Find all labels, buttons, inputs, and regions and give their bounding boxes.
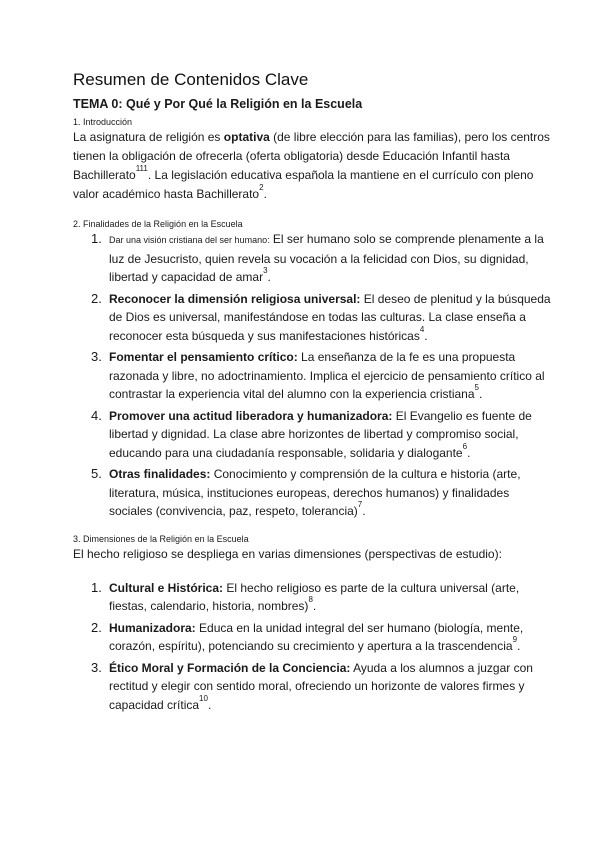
bold-term: optativa [223,130,270,144]
item-label: Reconocer la dimensión religiosa universal: [109,291,361,306]
footnote-ref: 3 [263,266,268,275]
item-text: La enseñanza de la fe es una propuesta razonada y libre, no adoctrinamiento. Implica el ejercicio de pensamiento crítico al contrastar la experiencia vital del alumno con la experiencia cristiana [109,350,545,401]
item-end: . [467,445,471,460]
item-end: . [478,387,483,401]
item-text: Conocimiento y comprensión de la cultura e historia (arte, literatura, música, instituciones europeas, derechos humanos) y finalidades sociales (convivencia, paz, respeto, tolerancia) [109,467,521,518]
item-label: Dar una visión cristiana del ser humano: [109,235,270,245]
item-end: . [207,697,212,712]
list-number: 2. [91,290,102,306]
section-heading: 3. Dimensiones de la Religión en la Escuela [73,533,249,544]
section-heading: 1. Introducción [73,117,133,127]
list-number: 1. [91,231,102,246]
section-finalidades [73,219,551,521]
list-item [73,230,551,287]
dimensiones-intro: El hecho religioso se despliega en varias dimensiones (perspectivas de estudio): [73,546,502,561]
finalidades-list [73,230,551,521]
tema-heading: TEMA 0: Qué y Por Qué la Religión en la Escuela [73,97,363,111]
item-text: El ser humano solo se comprende plenamente a la luz de Jesucristo, quien revela su vocación a la felicidad con Dios, su dignidad, libertad y capacidad de amar [109,232,544,284]
document-title: Resumen de Contenidos Clave [73,70,309,89]
item-end: . [424,328,428,343]
text-run: La asignatura de religión es [73,130,224,144]
item-text: El hecho religioso es parte de la cultura universal (arte, fiestas, calendario, historia, nombres) [109,580,520,613]
document-page [73,70,551,717]
item-end: . [362,504,366,518]
section-dimensiones [73,534,551,715]
item-text: Educa en la unidad integral del ser humano (biología, mente, corazón, espíritu), potenciando su crecimiento y apertura a la trascendencia [109,620,524,653]
list-number: 3. [91,349,102,364]
footnote-ref: 111 [135,164,148,173]
list-item [73,465,551,521]
item-label: Fomentar el pensamiento crítico: [109,350,298,364]
intro-paragraph [73,128,551,204]
item-text: Ayuda a los alumnos a juzgar con rectitud y elegir con sentido moral, ofreciendo un horizonte de valores firmes y capacidad crítica [109,660,533,712]
item-label: Otras finalidades: [109,467,211,481]
item-text: El Evangelio es fuente de libertad y dignidad. La clase abre horizontes de libertad y compromiso social, educando para una ciudadanía responsable, solidaria y dialogante [109,408,532,460]
dimensiones-list [73,579,551,715]
footnote-ref: 6 [462,441,468,451]
footnote-ref: 7 [357,500,363,509]
list-item [73,290,551,346]
item-label: Ético Moral y Formación de la Conciencia: [109,660,351,675]
item-end: . [267,270,271,284]
footnote-ref: 9 [512,635,518,644]
list-number: 4. [91,407,102,423]
footnote-ref: 4 [419,324,425,334]
section-heading: 2. Finalidades de la Religión en la Escuela [73,219,243,229]
item-label: Humanizadora: [109,620,196,635]
item-label: Cultural e Histórica: [109,580,224,595]
footnote-ref: 2 [259,183,264,192]
footnote-ref: 8 [308,595,313,604]
item-label: Promover una actitud liberadora y humanizadora: [109,408,393,423]
list-number: 3. [91,659,102,675]
item-end: . [312,599,317,613]
footnote-ref: 5 [474,383,479,392]
footnote-ref: 10 [199,693,208,703]
text-run: . [263,187,267,201]
list-item [73,407,551,463]
list-item [73,579,551,616]
list-number: 5. [91,466,102,481]
text-run: . La legislación educativa española la mantiene en el currículo con pleno valor académico hasta Bachillerato [73,168,534,201]
list-item [73,619,551,656]
item-end: . [517,639,521,653]
section-introduccion [73,117,551,204]
list-item [73,348,551,404]
list-item [73,659,551,715]
text-run: (de libre elección para las familias), pero los centros tienen la obligación de ofrecerla (oferta obligatoria) desde Educación Infantil hasta Bachillerato [73,130,550,182]
item-text: El deseo de plenitud y la búsqueda de Dios es universal, manifestándose en todas las culturas. La clase enseña a reconocer esta búsqueda y sus manifestaciones históricas [109,291,551,343]
list-number: 2. [91,619,102,635]
list-number: 1. [91,579,102,595]
